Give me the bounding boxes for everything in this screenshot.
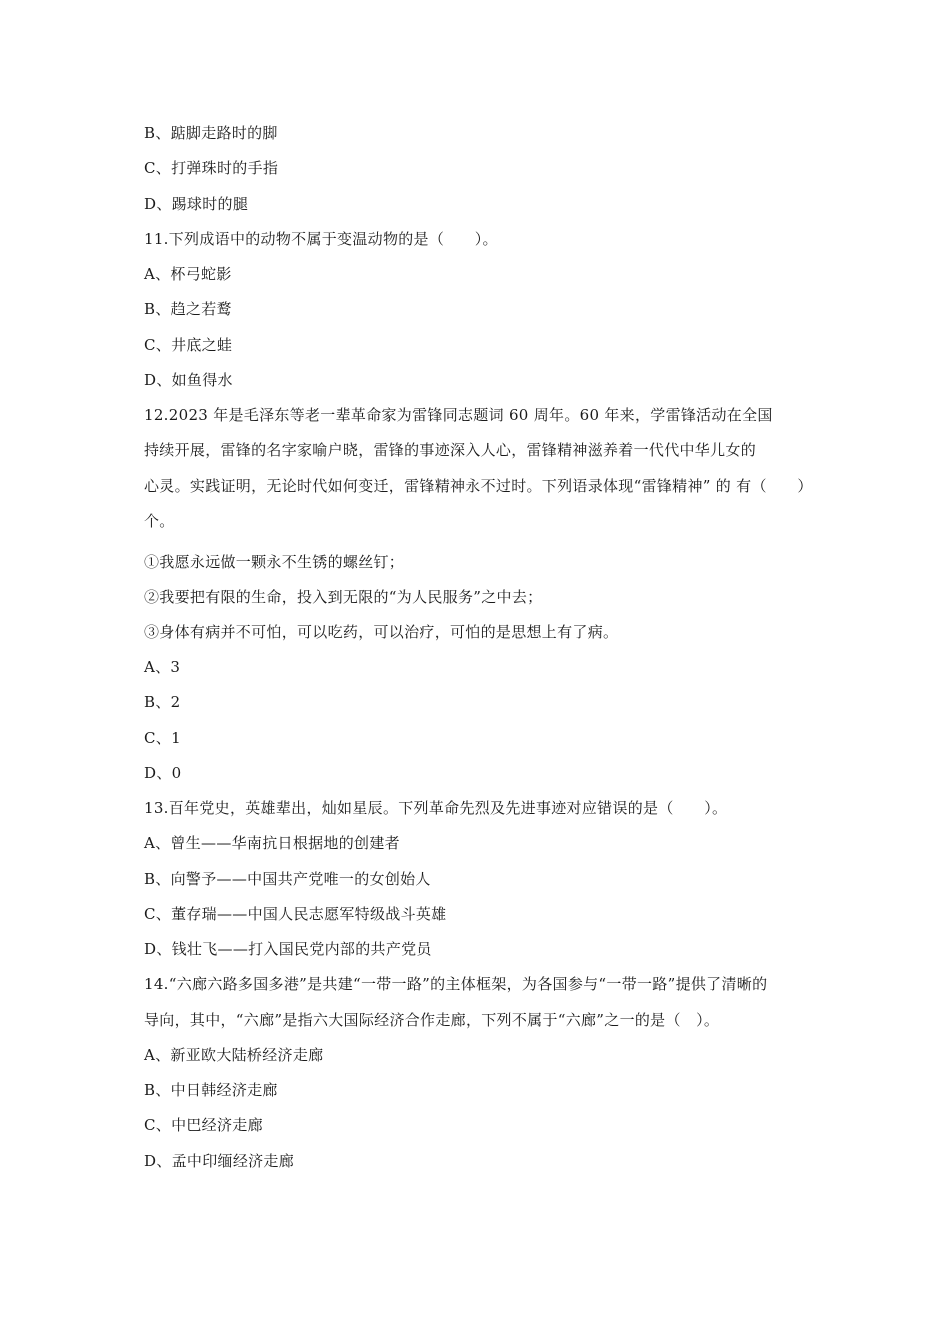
q12-option-a: A、3	[144, 658, 181, 676]
q14-option-a: A、新亚欧大陆桥经济走廊	[144, 1046, 324, 1064]
q11-option-a: A、杯弓蛇影	[144, 265, 232, 283]
q14-option-c: C、中巴经济走廊	[144, 1116, 263, 1134]
q11-stem: 11.下列成语中的动物不属于变温动物的是（ ）。	[144, 230, 498, 248]
q14-option-d: D、孟中印缅经济走廊	[144, 1152, 295, 1170]
q12-stem-line-1: 12.2023 年是毛泽东等老一辈革命家为雷锋同志题词 60 周年。60 年来，学雷锋活动在全国	[144, 406, 773, 424]
q14-stem-line-1: 14.“六廊六路多国多港”是共建“一带一路”的主体框架，为各国参与“一带一路”提供了清晰的	[144, 975, 768, 993]
q11-option-c: C、井底之蛙	[144, 336, 233, 354]
q13-stem: 13.百年党史，英雄辈出，灿如星辰。下列革命先烈及先进事迹对应错误的是（ ）。	[144, 799, 728, 817]
q12-quote-3: ③身体有病并不可怕，可以吃药，可以治疗，可怕的是思想上有了病。	[144, 623, 619, 641]
q12-option-b: B、2	[144, 693, 181, 711]
q12-stem-line-2: 持续开展，雷锋的名字家喻户晓，雷锋的事迹深入人心，雷锋精神滋养着一代代中华儿女的	[144, 441, 757, 459]
q13-option-a: A、曾生——华南抗日根据地的创建者	[144, 834, 400, 852]
q12-quote-1: ①我愿永远做一颗永不生锈的螺丝钉；	[144, 553, 405, 571]
q11-option-b: B、趋之若鹜	[144, 300, 232, 318]
q13-option-d: D、钱壮飞——打入国民党内部的共产党员	[144, 940, 432, 958]
q12-stem-line-4: 个。	[144, 512, 175, 530]
q12-stem-line-3: 心灵。实践证明，无论时代如何变迁，雷锋精神永不过时。下列语录体现“雷锋精神” 的 有（ ）	[144, 477, 813, 495]
q13-option-b: B、向警予——中国共产党唯一的女创始人	[144, 870, 431, 888]
q14-stem-line-2: 导向，其中，“六廊”是指六大国际经济合作走廊，下列不属于“六廊”之一的是（ ）。	[144, 1011, 720, 1029]
q11-option-d: D、如鱼得水	[144, 371, 233, 389]
q12-quote-2: ②我要把有限的生命，投入到无限的“为人民服务”之中去；	[144, 588, 543, 606]
q13-option-c: C、董存瑞——中国人民志愿军特级战斗英雄	[144, 905, 447, 923]
q10-option-d: D、踢球时的腿	[144, 195, 249, 213]
q12-option-d: D、0	[144, 764, 182, 782]
q10-option-c: C、打弹珠时的手指	[144, 159, 279, 177]
q10-option-b: B、踮脚走路时的脚	[144, 124, 278, 142]
q14-option-b: B、中日韩经济走廊	[144, 1081, 278, 1099]
q12-option-c: C、1	[144, 729, 181, 747]
